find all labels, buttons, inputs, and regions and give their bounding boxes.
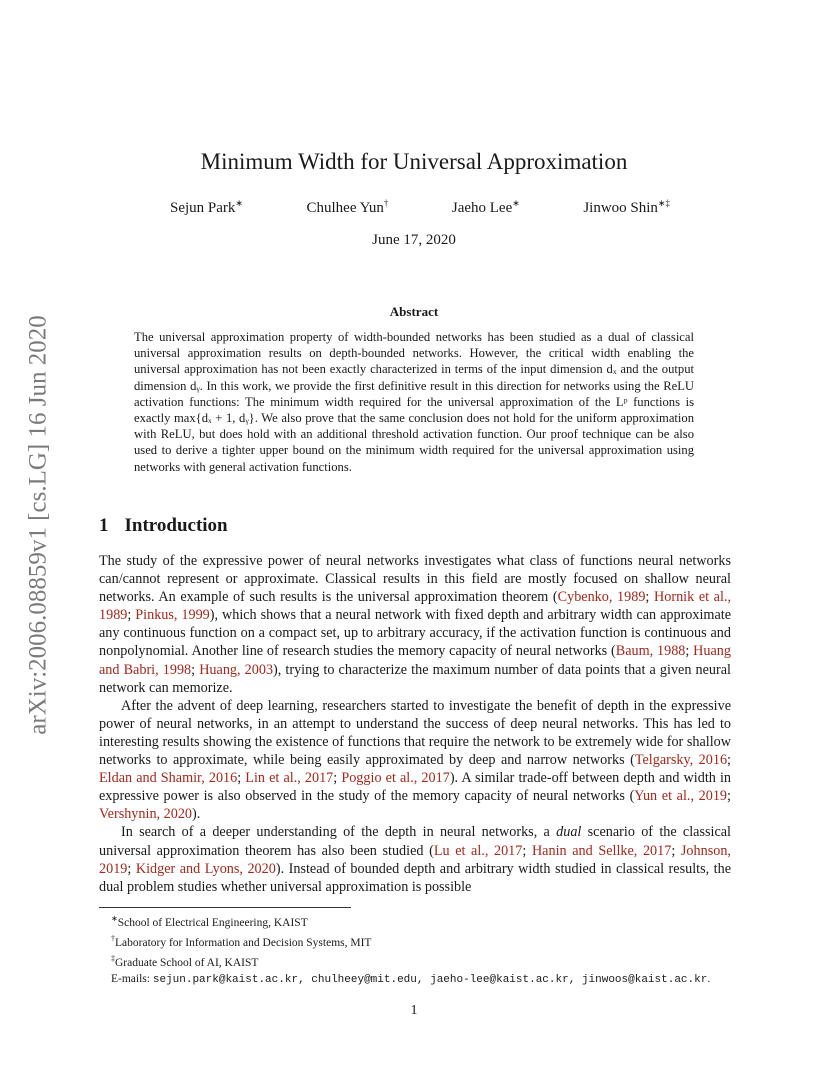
paragraph: In search of a deeper understanding of the depth in neural networks, a dual scenario of the classical universal approximation theorem has also been studied (Lu et al., 2017; Hanin and Sellke, 2017; Johnson, 2019; Kidger and Lyons, 2020). Instead of bounded depth and arbitrary width studied in classical results, the dual problem studies whether universal approximation is possible <box>99 824 731 895</box>
section-title: Introduction <box>124 515 228 536</box>
citation-link[interactable]: Telgarsky, 2016 <box>634 752 728 769</box>
paper-title: Minimum Width for Universal Approximation <box>200 149 628 174</box>
citation-link[interactable]: Hanin and Sellke, 2017 <box>531 842 672 859</box>
citation-link[interactable]: Poggio et al., 2017 <box>341 770 450 787</box>
citation-link[interactable]: Yun et al., 2019 <box>634 788 728 805</box>
abstract-text: The universal approximation property of width-bounded networks has been studied as a dual of classical universal approximation results on depth-bounded networks. However, the critical width enabling the universal approximation has not been exactly characterized in terms of the input dimension dₓ and the output dimension dᵧ. In this work, we provide the first definitive result in this direction for networks using the ReLU activation functions: The minimum width required for the universal approximation of the Lᵖ functions is exactly max{dₓ + 1, dᵧ}. We also prove that the same conclusion does not hold for the uniform approximation with ReLU, but does hold with an additional threshold activation function. Our proof technique can be also used to derive a tighter upper bound on the minimum width required for the universal approximation using networks with general activation functions. <box>134 330 694 474</box>
citation-link[interactable]: Pinkus, 1999 <box>135 607 210 624</box>
citation-link[interactable]: Hornik et al., 1989 <box>99 589 732 624</box>
paragraph: After the advent of deep learning, researchers started to investigate the benefit of depth in the expressive power of neural networks, in an attempt to understand the success of deep neural networks. This has led to interesting results showing the existence of functions that require the network to be extremely wide for shallow networks to approximate, while being easily approximated by deep and narrow networks (Telgarsky, 2016; Eldan and Shamir, 2016; Lin et al., 2017; Poggio et al., 2017). A similar trade-off between depth and width in expressive power is also observed in the study of the memory capacity of neural networks (Yun et al., 2019; Vershynin, 2020). <box>99 697 732 823</box>
citation-link[interactable]: Kidger and Lyons, 2020 <box>135 860 276 877</box>
citation-link[interactable]: Huang and Babri, 1998 <box>99 643 731 678</box>
footnote: †Laboratory for Information and Decision Systems, MIT <box>111 934 372 950</box>
body-text <box>99 552 731 896</box>
paper-date: June 17, 2020 <box>372 232 456 248</box>
footnote-rule <box>99 907 351 908</box>
footnotes <box>111 911 751 988</box>
section-heading <box>99 515 228 537</box>
citation-link[interactable]: Lin et al., 2017 <box>245 770 334 787</box>
arxiv-stamp-text: arXiv:2006.08859v1 [cs.LG] 16 Jun 2020 <box>25 315 52 735</box>
page-number: 1 <box>410 1003 418 1018</box>
email-footnote: E-mails: sejun.park@kaist.ac.kr, chulheey@mit.edu, jaeho-lee@kaist.ac.kr, jinwoos@kaist.ac.kr. <box>111 972 711 986</box>
citation-link[interactable]: Johnson, 2019 <box>99 842 731 877</box>
paragraph: The study of the expressive power of neural networks investigates what class of functions neural networks can/cannot represent or approximate. Classical results in this field are mostly focused on shallow neural networks. An example of such results is the universal approximation theorem (Cybenko, 1989; Hornik et al., 1989; Pinkus, 1999), which shows that a neural network with fixed depth and arbitrary width can approximate any continuous function on a compact set, up to arbitrary accuracy, if the activation function is continuous and nonpolynomial. Another line of research studies the memory capacity of neural networks (Baum, 1988; Huang and Babri, 1998; Huang, 2003), trying to characterize the maximum number of data points that a given neural network can memorize. <box>99 553 732 696</box>
citation-link[interactable]: Vershynin, 2020 <box>99 806 193 823</box>
citation-link[interactable]: Baum, 1988 <box>615 643 686 660</box>
abstract-heading: Abstract <box>389 304 439 319</box>
footnote: ‡Graduate School of AI, KAIST <box>111 954 259 970</box>
citation-link[interactable]: Cybenko, 1989 <box>557 589 646 606</box>
citation-link[interactable]: Lu et al., 2017 <box>433 842 523 859</box>
section-number: 1 <box>99 515 109 536</box>
emphasis-text: dual <box>556 824 582 841</box>
email-addresses: sejun.park@kaist.ac.kr, chulheey@mit.edu, jaeho-lee@kaist.ac.kr, jinwoos@kaist.ac.kr <box>152 973 708 986</box>
author: Sejun Park∗ <box>170 198 243 216</box>
author-list <box>170 198 670 217</box>
footnote: ∗School of Electrical Engineering, KAIST <box>111 914 308 929</box>
citation-link[interactable]: Eldan and Shamir, 2016 <box>99 770 238 787</box>
arxiv-stamp <box>4 290 74 760</box>
citation-link[interactable]: Huang, 2003 <box>199 661 274 678</box>
author: Jinwoo Shin∗‡ <box>583 198 670 216</box>
author: Chulhee Yun† <box>306 198 389 216</box>
author: Jaeho Lee∗ <box>451 198 520 216</box>
